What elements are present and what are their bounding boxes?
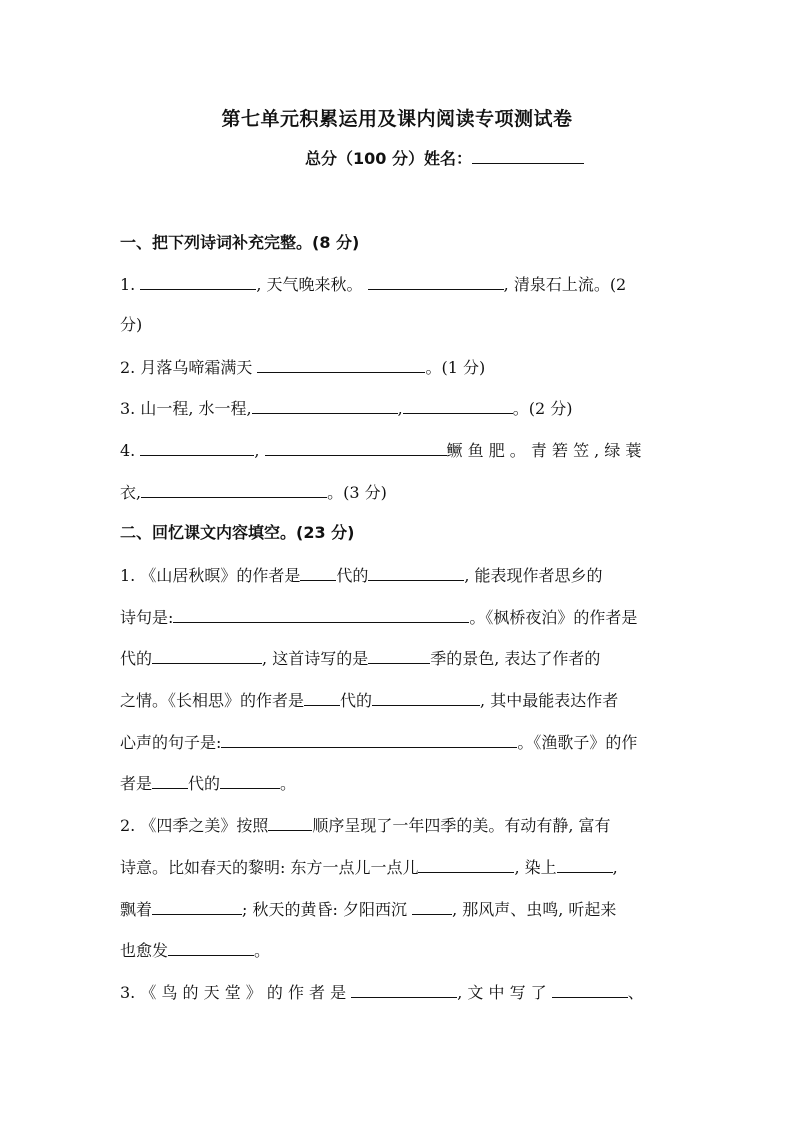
s2-l7-b: 顺序呈现了一年四季的美。有动有静, 富有: [312, 816, 611, 835]
s2-blank-author-1[interactable]: [368, 564, 464, 581]
s2-l7-a: 2. 《四季之美》按照: [120, 816, 269, 835]
q4-text: 鳜 鱼 肥 。 青 箬 笠 , 绿 蓑: [446, 441, 642, 460]
s2-l6-b: 代的: [188, 774, 221, 793]
s2-line-1: [120, 564, 678, 587]
s2-l1-c: , 能表现作者思乡的: [464, 566, 603, 585]
q4-tail: 。(3 分): [327, 483, 387, 502]
s2-line-2: [120, 606, 678, 629]
s2-blank-spring-2[interactable]: [557, 856, 613, 873]
s2-l3-c: 季的景色, 表达了作者的: [430, 649, 601, 668]
s2-l11-a: 3. 《 鸟 的 天 堂 》 的 作 者 是: [120, 983, 347, 1002]
question-1: [120, 273, 678, 296]
s2-line-4: [120, 689, 678, 712]
page-title: 第七单元积累运用及课内阅读专项测试卷: [221, 108, 573, 130]
s2-blank-spring-3[interactable]: [152, 898, 242, 915]
q4-blank-2[interactable]: [265, 439, 447, 456]
s2-blank-verse-1[interactable]: [173, 606, 469, 623]
s2-l10-a: 也愈发: [120, 941, 169, 960]
s2-line-7: [120, 814, 678, 837]
s2-l8-b: , 染上: [514, 858, 557, 877]
s2-l3-a: 代的: [120, 649, 153, 668]
s2-line-6: [120, 772, 678, 795]
s2-l5-a: 心声的句子是:: [120, 733, 222, 752]
s2-l2-b: 。《枫桥夜泊》的作者是: [469, 608, 638, 627]
s2-l2-a: 诗句是:: [120, 608, 174, 627]
s2-blank-season[interactable]: [368, 647, 430, 664]
q3-tail: 。(2 分): [512, 399, 573, 418]
question-4-cont: [120, 481, 678, 504]
s2-l6-c: 。: [280, 774, 297, 793]
s2-line-5: [120, 731, 678, 754]
s2-line-3: [120, 647, 678, 670]
s2-l6-a: 者是: [120, 774, 153, 793]
s2-l11-b: , 文 中 写 了: [457, 983, 547, 1002]
q1-blank-2[interactable]: [368, 273, 504, 290]
q3-blank-2[interactable]: [403, 397, 513, 414]
q4-blank-3[interactable]: [141, 481, 327, 498]
s2-l9-a: 飘着: [120, 900, 153, 919]
s2-l10-b: 。: [254, 941, 271, 960]
question-4: [120, 439, 678, 462]
s2-blank-dynasty-2[interactable]: [304, 689, 340, 706]
q4-number: 4.: [120, 441, 136, 460]
s2-blank-author-4[interactable]: [220, 772, 280, 789]
s2-blank-spring-1[interactable]: [418, 856, 514, 873]
s2-blank-author-2[interactable]: [152, 647, 262, 664]
q1-text-1: , 天气晚来秋。: [256, 275, 363, 294]
q4-blank-1[interactable]: [140, 439, 254, 456]
s2-l5-b: 。《渔歌子》的作: [517, 733, 638, 752]
s2-blank-dynasty-3[interactable]: [152, 772, 188, 789]
s2-line-11: [120, 981, 678, 1004]
s2-line-8: [120, 856, 678, 879]
s2-l8-a: 诗意。比如春天的黎明: 东方一点儿一点儿: [120, 858, 419, 877]
s2-line-10: [120, 939, 678, 962]
score-name-line: [305, 146, 584, 169]
s2-blank-autumn-1[interactable]: [412, 898, 452, 915]
q1-number: 1.: [120, 275, 136, 294]
s2-line-9: [120, 898, 678, 921]
s2-l4-b: 代的: [340, 691, 373, 710]
s2-l1-a: 1. 《山居秋暝》的作者是: [120, 566, 301, 585]
q2-tail: 。(1 分): [425, 358, 486, 377]
s2-l11-c: 、: [627, 983, 644, 1002]
q1-blank-1[interactable]: [140, 273, 256, 290]
s2-blank-dynasty-1[interactable]: [300, 564, 336, 581]
q4-cont: 衣,: [120, 483, 142, 502]
q2-blank[interactable]: [257, 356, 425, 373]
q3-mid: ,: [397, 399, 403, 418]
q3-text: 3. 山一程, 水一程,: [120, 399, 252, 418]
q3-blank-1[interactable]: [252, 397, 398, 414]
s2-l3-b: , 这首诗写的是: [262, 649, 369, 668]
s2-blank-author-5[interactable]: [351, 981, 457, 998]
s2-l1-b: 代的: [336, 566, 369, 585]
s2-blank-autumn-2[interactable]: [168, 939, 254, 956]
s2-l4-a: 之情。《长相思》的作者是: [120, 691, 305, 710]
name-blank[interactable]: [472, 147, 584, 164]
s2-blank-author-3[interactable]: [372, 689, 480, 706]
s2-blank-order[interactable]: [268, 814, 312, 831]
s2-l4-c: , 其中最能表达作者: [480, 691, 619, 710]
question-3: [120, 397, 678, 420]
q1-text-2: , 清泉石上流。(2: [503, 275, 627, 294]
s2-blank-content[interactable]: [552, 981, 628, 998]
s2-l9-c: , 那风声、虫鸣, 听起来: [452, 900, 617, 919]
s2-l8-c: ,: [612, 858, 618, 877]
s2-blank-verse-2[interactable]: [221, 731, 517, 748]
score-label: 总分（100 分）姓名：: [305, 149, 472, 168]
question-1-cont: 分): [120, 315, 143, 334]
section-2-heading: 二、回忆课文内容填空。(23 分): [120, 523, 355, 542]
s2-l9-b: ; 秋天的黄昏: 夕阳西沉: [242, 900, 407, 919]
q4-mid: ,: [254, 441, 260, 460]
question-2: [120, 356, 678, 379]
section-1-heading: 一、把下列诗词补充完整。(8 分): [120, 233, 360, 252]
q2-text: 2. 月落乌啼霜满天: [120, 358, 253, 377]
